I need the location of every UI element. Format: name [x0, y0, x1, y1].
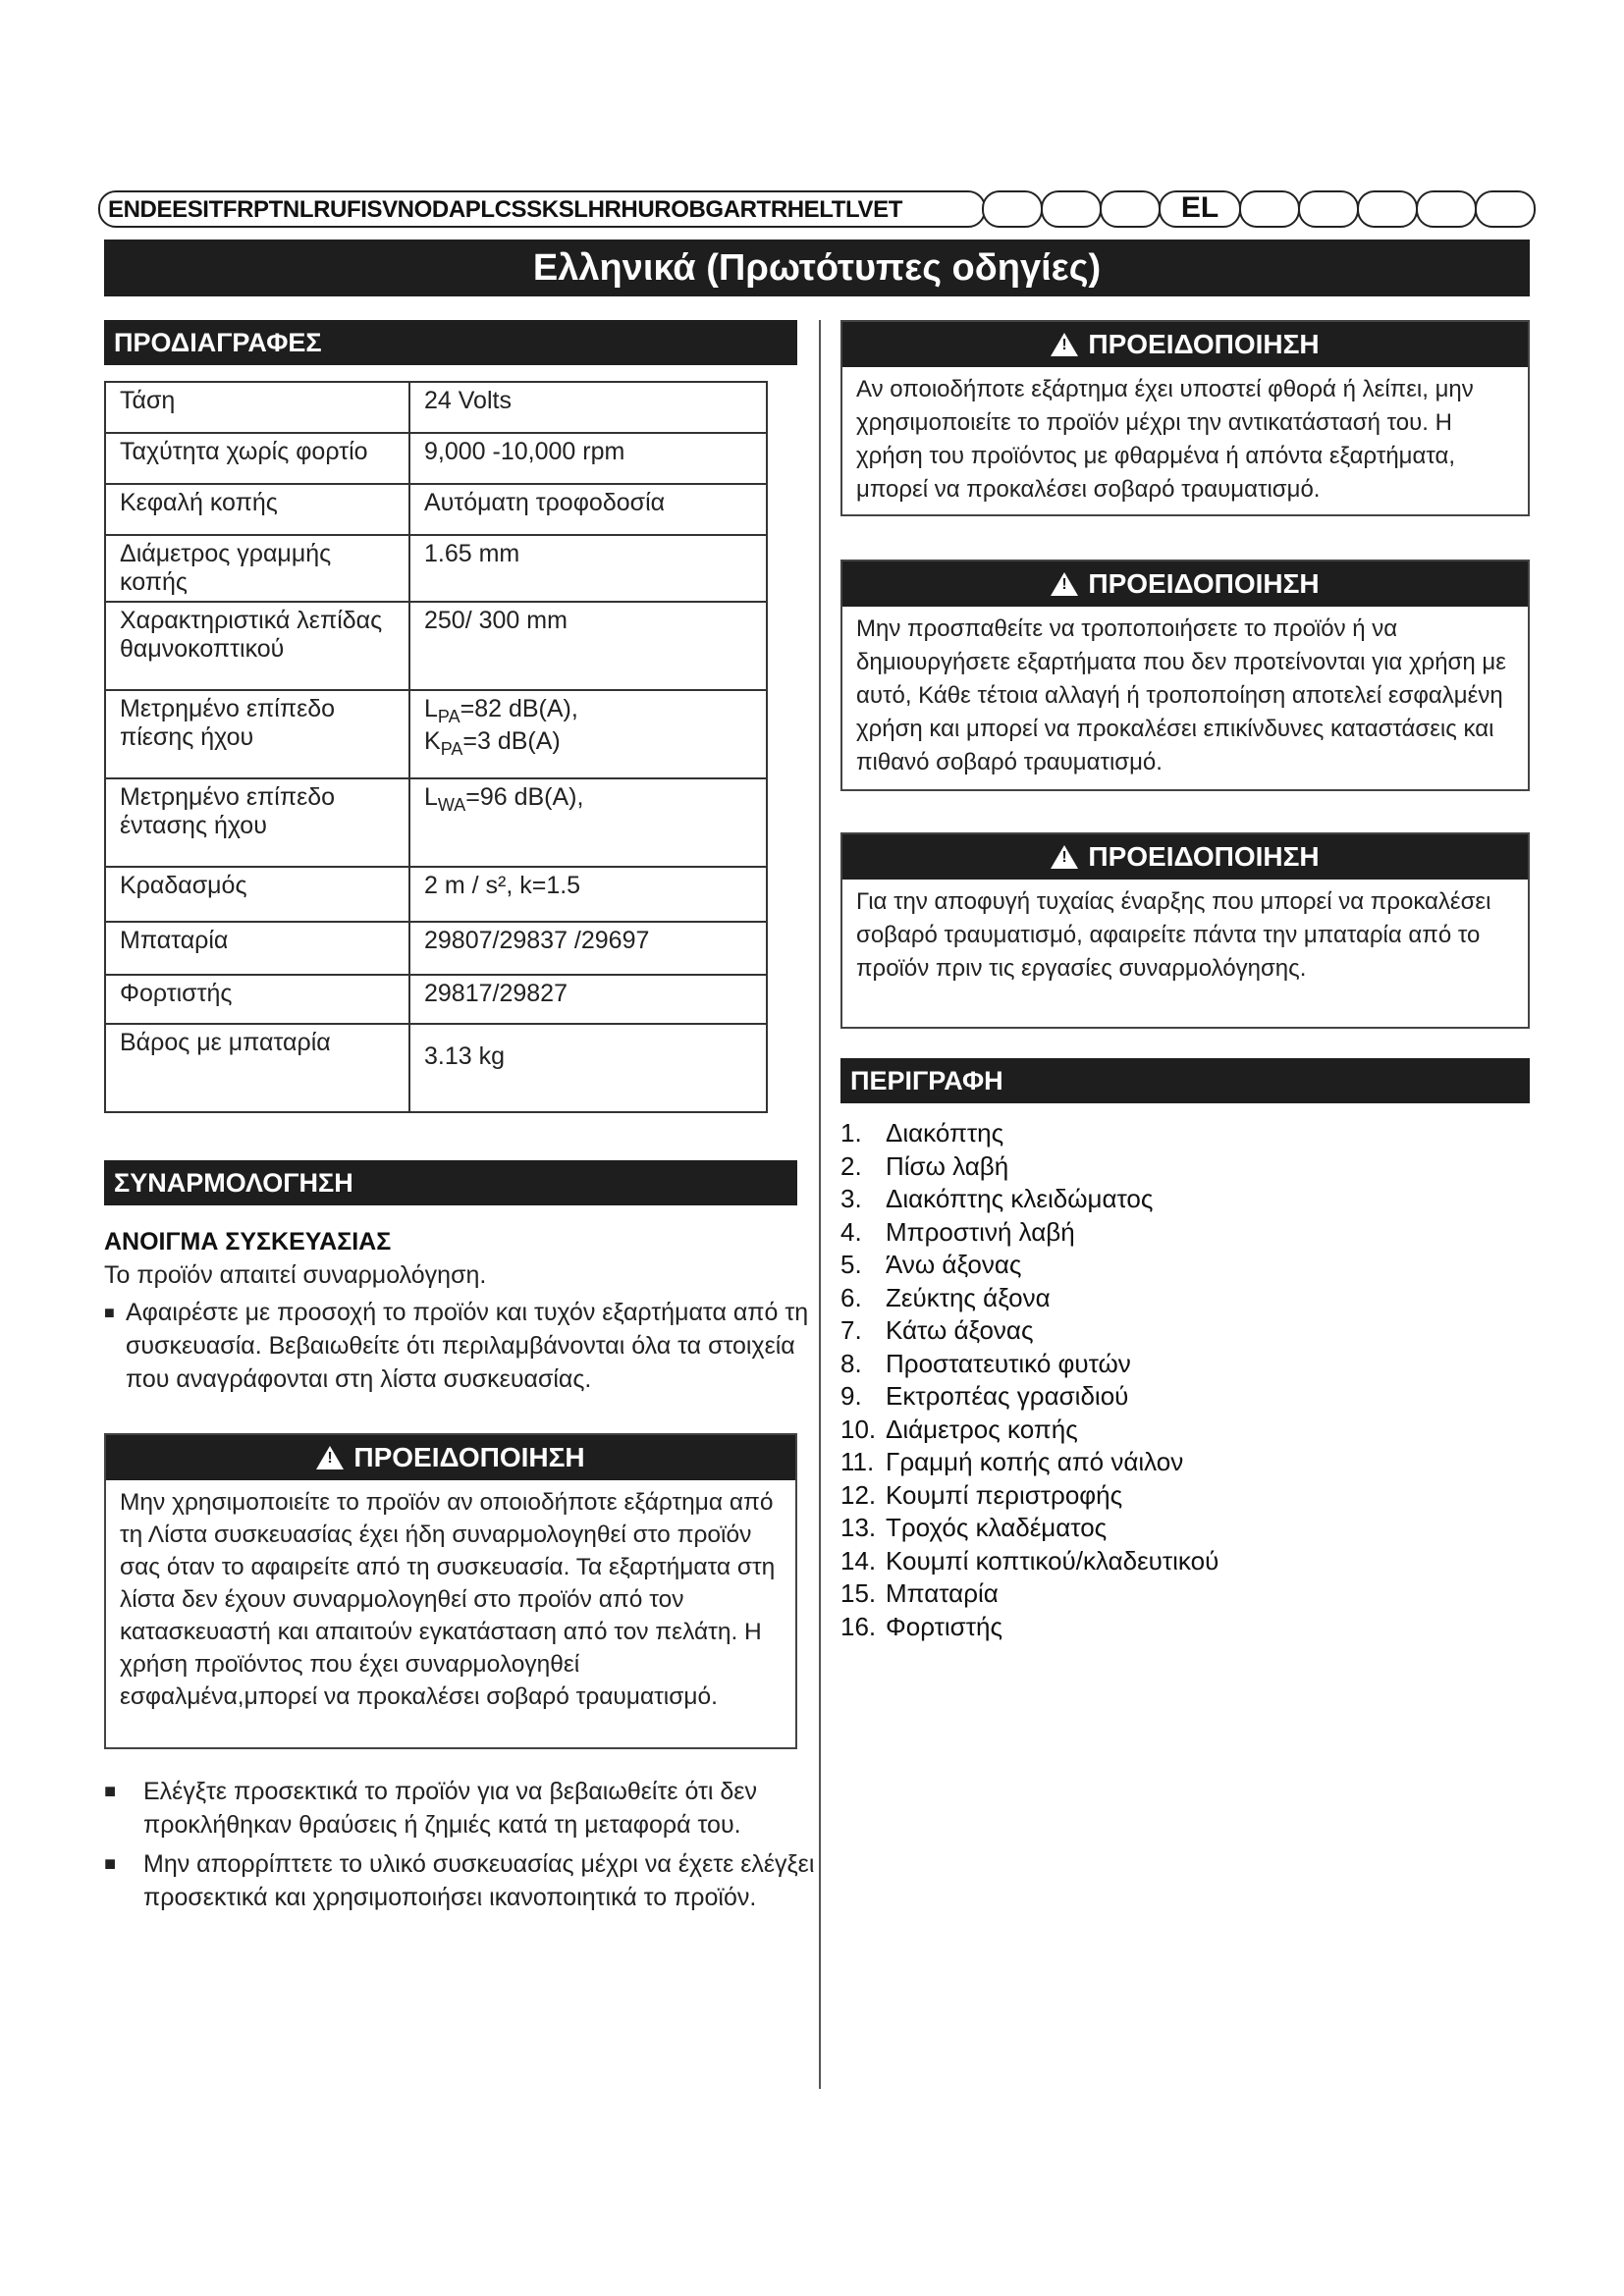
spec-label: Τάση	[105, 382, 409, 433]
warning-text: Για την αποφυγή τυχαίας έναρξης που μπορεί να προκαλέσει σοβαρό τραυματισμό, αφαιρείτε πάντα την μπαταρία από το προϊόν πριν τις εργασίες συναρμολόγησης.	[856, 888, 1491, 982]
spec-value: $L_{WA}=96$ dB(A),	[409, 778, 767, 867]
table-row	[105, 382, 767, 433]
list-item: 7. Κάτω άξονας	[840, 1315, 1034, 1345]
list-item: 3. Διακόπτης κλειδώματος	[840, 1184, 1154, 1213]
lpa-line: $L_{PA}=82$ dB(A),	[424, 695, 578, 726]
table-row	[105, 690, 767, 778]
list-item: 15. Μπαταρία	[840, 1578, 999, 1608]
list-item	[104, 1775, 817, 1842]
specs-heading: ΠΡΟΔΙΑΓΡΑΦΕΣ	[104, 320, 797, 365]
spec-value: 250/ 300 mm	[409, 602, 767, 690]
language-tab[interactable]	[1475, 190, 1536, 228]
warning-text: Αν οποιοδήποτε εξάρτημα έχει υποστεί φθορά ή λείπει, μην χρησιμοποιείτε το προϊόν μέχρι την αντικατάστασή του. Η χρήση του προϊόντος με φθαρμένα ή απόντα εξαρτήματα, μπορεί να προκαλέσει σοβαρό τραυματισμό.	[856, 376, 1474, 503]
specs-table	[104, 381, 768, 1113]
warning-box-1	[840, 320, 1530, 516]
table-row	[105, 922, 767, 975]
list-item: 5. Άνω άξονας	[840, 1250, 1022, 1279]
list-item	[104, 1847, 817, 1914]
spec-value: 29817/29827	[409, 975, 767, 1024]
spec-label: Μετρημένο επίπεδο έντασης ήχου	[105, 778, 409, 867]
table-row	[105, 975, 767, 1024]
language-tab[interactable]	[1100, 190, 1161, 228]
table-row	[105, 867, 767, 922]
table-row	[105, 484, 767, 535]
assembly-heading: ΣΥΝΑΡΜΟΛΟΓΗΣΗ	[104, 1160, 797, 1205]
table-row	[105, 535, 767, 602]
list-item: 1. Διακόπτης	[840, 1118, 1004, 1148]
bullet-icon: ■	[104, 1853, 117, 1875]
spec-label: Βάρος με μπαταρία	[105, 1024, 409, 1112]
language-tab[interactable]	[1041, 190, 1102, 228]
table-row	[105, 602, 767, 690]
table-row	[105, 433, 767, 484]
warning-icon	[1051, 845, 1078, 869]
list-item: 10. Διάμετρος κοπής	[840, 1414, 1078, 1444]
language-tab[interactable]	[1239, 190, 1300, 228]
table-row	[105, 778, 767, 867]
warning-icon	[316, 1446, 344, 1469]
warning-header: !ΠΡΟΕΙΔΟΠΟΙΗΣΗ	[842, 834, 1528, 880]
spec-label: Διάμετρος γραμμής κοπής	[105, 535, 409, 602]
list-item: 11. Γραμμή κοπής από νάιλον	[840, 1447, 1184, 1476]
bullet-text: Ελέγξτε προσεκτικά το προϊόν για να βεβαιωθείτε ότι δεν προκλήθηκαν θραύσεις ή ζημιές κατά τη μεταφορά του.	[143, 1778, 757, 1839]
page-title: Ελληνικά (Πρωτότυπες οδηγίες)	[104, 240, 1530, 296]
spec-value: 9,000 -10,000 rpm	[409, 433, 767, 484]
list-item: 6. Ζεύκτης άξονα	[840, 1282, 1051, 1312]
spec-value: Αυτόματη τροφοδοσία	[409, 484, 767, 535]
language-tabs	[98, 190, 1542, 226]
bullet-text: Αφαιρέστε με προσοχή το προϊόν και τυχόν εξαρτήματα από τη συσκευασία. Βεβαιωθείτε ότι περιλαμβάνονται όλα τα στοιχεία που αναγράφονται στη λίστα συσκευασίας.	[126, 1299, 809, 1393]
list-item	[104, 1296, 817, 1396]
language-codes[interactable]: ENDEESITFRPTNLRUFISVNODAPLCSSKSLHRHUROBGARTRHELTLVET	[108, 196, 902, 223]
table-row	[105, 1024, 767, 1112]
warning-icon	[1051, 333, 1078, 356]
spec-value	[409, 690, 767, 778]
language-tab[interactable]	[1298, 190, 1359, 228]
warning-text: Μην προσπαθείτε να τροποποιήσετε το προϊόν ή να δημιουργήσετε εξαρτήματα που δεν προτείνονται για χρήση με αυτό, Κάθε τέτοια αλλαγή ή τροποποίηση αποτελεί εσφαλμένη χρήση και μπορεί να προκαλέσει επικίνδυνες καταστάσεις και πιθανό σοβαρό τραυματισμό.	[856, 615, 1506, 775]
assembly-bullets	[104, 1775, 817, 1914]
language-tab[interactable]	[1357, 190, 1418, 228]
list-item: 16. Φορτιστής	[840, 1611, 1002, 1641]
language-tab[interactable]	[1416, 190, 1477, 228]
list-item: 8. Προστατευτικό φυτών	[840, 1348, 1131, 1378]
bullet-text: Μην απορρίπτετε το υλικό συσκευασίας μέχρι να έχετε ελέγξει προσεκτικά και χρησιμοποιήσει ικανοποιητικά το προϊόν.	[143, 1850, 815, 1911]
list-item: 12. Κουμπί περιστροφής	[840, 1479, 1123, 1510]
spec-label: Χαρακτηριστικά λεπίδας θαμνοκοπτικού	[105, 602, 409, 690]
spec-label: Κραδασμός	[105, 867, 409, 922]
list-item: 4. Μπροστινή λαβή	[840, 1216, 1075, 1247]
language-tab[interactable]	[982, 190, 1043, 228]
bullet-icon: ■	[104, 1781, 117, 1802]
warning-icon	[1051, 572, 1078, 596]
warning-box-assembly	[104, 1433, 797, 1749]
language-tab-group[interactable]	[98, 190, 986, 228]
assembly-section	[104, 1225, 817, 1396]
spec-label: Ταχύτητα χωρίς φορτίο	[105, 433, 409, 484]
spec-value: 29807/29837 /29697	[409, 922, 767, 975]
assembly-intro: Το προϊόν απαιτεί συναρμολόγηση.	[104, 1261, 487, 1289]
spec-value: 3.13 kg	[409, 1024, 767, 1112]
column-divider	[819, 320, 821, 2089]
list-item: 2. Πίσω λαβή	[840, 1150, 1009, 1181]
description-heading: ΠΕΡΙΓΡΑΦΗ	[840, 1058, 1530, 1103]
description-list	[840, 1117, 1218, 1643]
warning-box-2	[840, 560, 1530, 791]
spec-label: Μετρημένο επίπεδο πίεσης ήχου	[105, 690, 409, 778]
warning-header: !ΠΡΟΕΙΔΟΠΟΙΗΣΗ	[842, 561, 1528, 607]
warning-box-3	[840, 832, 1530, 1029]
list-item: 14. Κουμπί κοπτικού/κλαδευτικού	[840, 1545, 1219, 1575]
spec-label: Μπαταρία	[105, 922, 409, 975]
spec-label: Φορτιστής	[105, 975, 409, 1024]
spec-value: 24 Volts	[409, 382, 767, 433]
spec-value: 1.65 mm	[409, 535, 767, 602]
warning-header: !ΠΡΟΕΙΔΟΠΟΙΗΣΗ	[106, 1435, 795, 1480]
spec-label: Κεφαλή κοπής	[105, 484, 409, 535]
warning-text: Μην χρησιμοποιείτε το προϊόν αν οποιοδήποτε εξάρτημα από τη Λίστα συσκευασίας έχει ήδη συναρμολογηθεί στο προϊόν σας όταν το αφαιρείτε από τη συσκευασία. Τα εξαρτήματα στη λίστα δεν έχουν συναρμολογηθεί στο προϊόν από τον κατασκευαστή και απαιτούν εγκατάσταση από τον πελάτη. Η χρήση προϊόντος που έχει συναρμολογηθεί εσφαλμένα,μπορεί να προκαλέσει σοβαρό τραυματισμό.	[120, 1489, 776, 1710]
list-item: 13. Τροχός κλαδέματος	[840, 1513, 1108, 1542]
list-item: 9. Εκτροπέας γρασιδιού	[840, 1381, 1129, 1411]
kpa-line: $K_{PA}=3$ dB(A)	[424, 727, 561, 759]
spec-value: 2 m / s², k=1.5	[409, 867, 767, 922]
unpacking-heading: ΑΝΟΙΓΜΑ ΣΥΣΚΕΥΑΣΙΑΣ	[104, 1228, 392, 1255]
warning-header: !ΠΡΟΕΙΔΟΠΟΙΗΣΗ	[842, 322, 1528, 367]
bullet-icon: ■	[104, 1303, 115, 1322]
language-tab-active[interactable]: EL	[1159, 190, 1241, 228]
